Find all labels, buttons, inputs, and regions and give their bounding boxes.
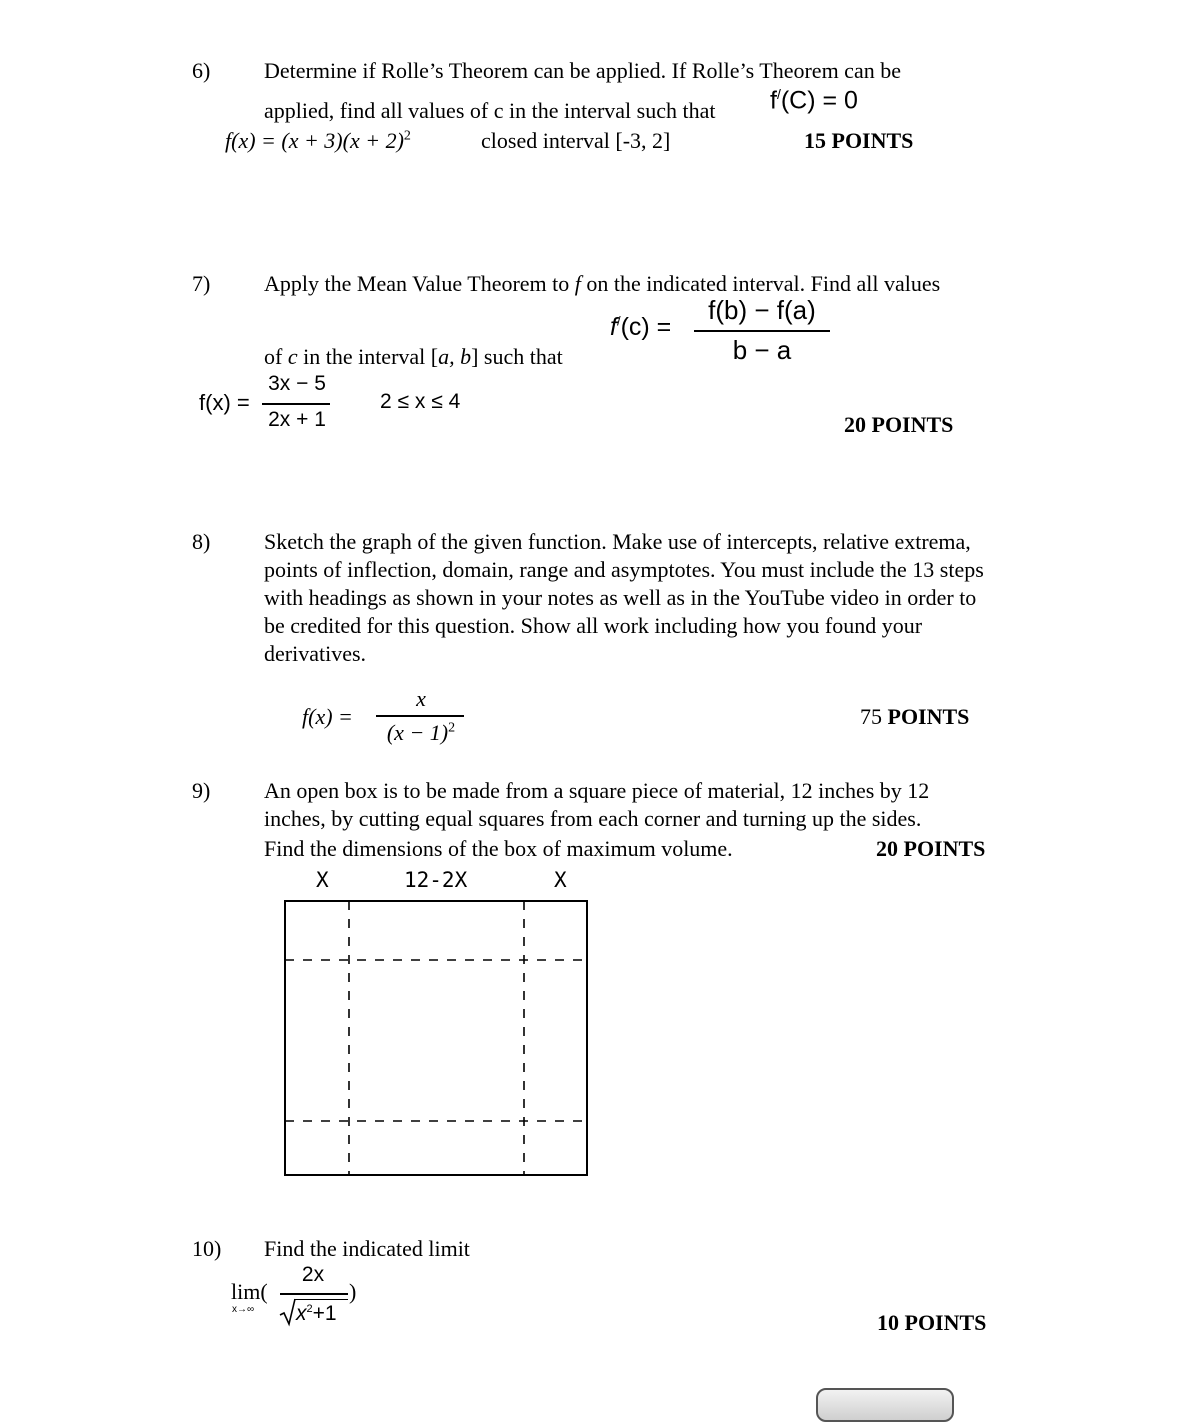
question-7-line-1-end: on the indicated interval. Find all values	[586, 271, 941, 296]
question-7-line-2-ab: a, b	[438, 344, 472, 369]
rolle-condition-rest: (C) = 0	[780, 86, 858, 115]
question-9-points: 20 POINTS	[876, 836, 986, 861]
question-7-function-denominator: 2x + 1	[268, 408, 326, 431]
question-8-denominator-body: (x − 1)	[386, 720, 449, 745]
limit-denominator-x: x	[296, 1302, 307, 1325]
question-7-line-1-start: Apply the Mean Value Theorem to	[264, 271, 570, 296]
question-7-line-2-c: c	[287, 344, 298, 369]
question-6-points: 15 POINTS	[804, 128, 914, 153]
limit-denominator-exponent: 2	[306, 1303, 313, 1315]
question-8-points-number: 75	[860, 704, 882, 729]
question-7-line-1	[264, 271, 940, 297]
question-6-interval: closed interval [-3, 2]	[481, 128, 671, 153]
question-8-function-denominator	[376, 720, 466, 746]
mvt-fraction-bar	[694, 330, 830, 332]
mvt-numerator: f(b) − f(a)	[708, 295, 816, 325]
question-8-denominator-exponent: 2	[448, 720, 456, 736]
box-label-middle: 12-2X	[404, 868, 468, 892]
question-9-number: 9)	[192, 778, 211, 803]
question-6-number: 6)	[192, 58, 211, 83]
question-8-points	[860, 704, 969, 730]
question-8-number: 8)	[192, 529, 211, 554]
limit-numerator: 2x	[301, 1263, 325, 1286]
limit-denominator-rest: +1	[312, 1302, 337, 1325]
box-label-corner-right: X	[554, 868, 567, 892]
question-7-line-2-end: ] such that	[471, 344, 563, 369]
mvt-lhs-f: f	[610, 313, 617, 341]
question-7-line-1-f: f	[574, 271, 581, 296]
box-label-corner-left: X	[316, 868, 329, 892]
rolle-condition	[770, 86, 858, 115]
question-8-points-word: POINTS	[887, 704, 970, 729]
mvt-lhs-rest: (c) =	[620, 313, 672, 341]
question-9-line-3: Find the dimensions of the box of maximum volume.	[264, 836, 733, 861]
box-cutout-diagram	[280, 896, 592, 1180]
question-10-text: Find the indicated limit	[264, 1236, 470, 1261]
question-9-line-2: inches, by cutting equal squares from each corner and turning up the sides.	[264, 806, 922, 831]
limit-fraction-bar	[280, 1293, 348, 1295]
question-10-number: 10)	[192, 1236, 222, 1261]
question-8-function-lhs: f(x) =	[302, 704, 353, 729]
question-7-line-2	[264, 344, 563, 370]
limit-subscript: x→∞	[232, 1304, 255, 1315]
question-6-function-exponent: 2	[403, 128, 411, 144]
mvt-lhs-prime: /	[616, 313, 621, 329]
square-root-sign	[278, 1297, 298, 1327]
question-7-line-2-mid: in the interval [	[303, 344, 439, 369]
question-8-text: Sketch the graph of the given function. Make use of intercepts, relative extrema, points of inflection, domain, range and asymptotes. You must include the 13 steps with headings as shown in your notes as well as in the YouTube video in order to be credited for this question. Show all work including how you found your derivatives.	[264, 529, 984, 666]
question-10-points: 10 POINTS	[877, 1310, 987, 1335]
square-root-vinculum	[294, 1299, 348, 1300]
question-6-function	[225, 128, 411, 154]
rolle-condition-prime: /	[776, 86, 781, 102]
page-button[interactable]	[816, 1388, 954, 1422]
question-7-domain: 2 ≤ x ≤ 4	[380, 390, 461, 413]
question-7-line-2-pre: of	[264, 344, 283, 369]
question-6-line-1: Determine if Rolle’s Theorem can be applied. If Rolle’s Theorem can be	[264, 58, 901, 83]
limit-denominator	[296, 1302, 337, 1326]
limit-word: lim(	[231, 1279, 268, 1304]
question-7-function-lhs: f(x) =	[199, 390, 250, 415]
question-6-line-2: applied, find all values of c in the interval such that	[264, 98, 716, 123]
question-8-function-numerator: x	[416, 686, 426, 711]
material-square-outline	[285, 901, 587, 1175]
question-6-function-body: f(x) = (x + 3)(x + 2)	[225, 128, 404, 153]
question-7-function-numerator: 3x − 5	[268, 372, 326, 395]
question-7-points: 20 POINTS	[844, 412, 954, 437]
question-7-number: 7)	[192, 271, 211, 296]
rolle-condition-f: f	[770, 86, 777, 115]
question-9-line-1: An open box is to be made from a square piece of material, 12 inches by 12	[264, 778, 930, 803]
mvt-lhs	[610, 313, 671, 342]
question-8-function-bar	[376, 715, 464, 717]
question-7-function-bar	[262, 403, 330, 405]
mvt-denominator: b − a	[732, 335, 792, 365]
limit-close-paren: )	[349, 1279, 357, 1304]
